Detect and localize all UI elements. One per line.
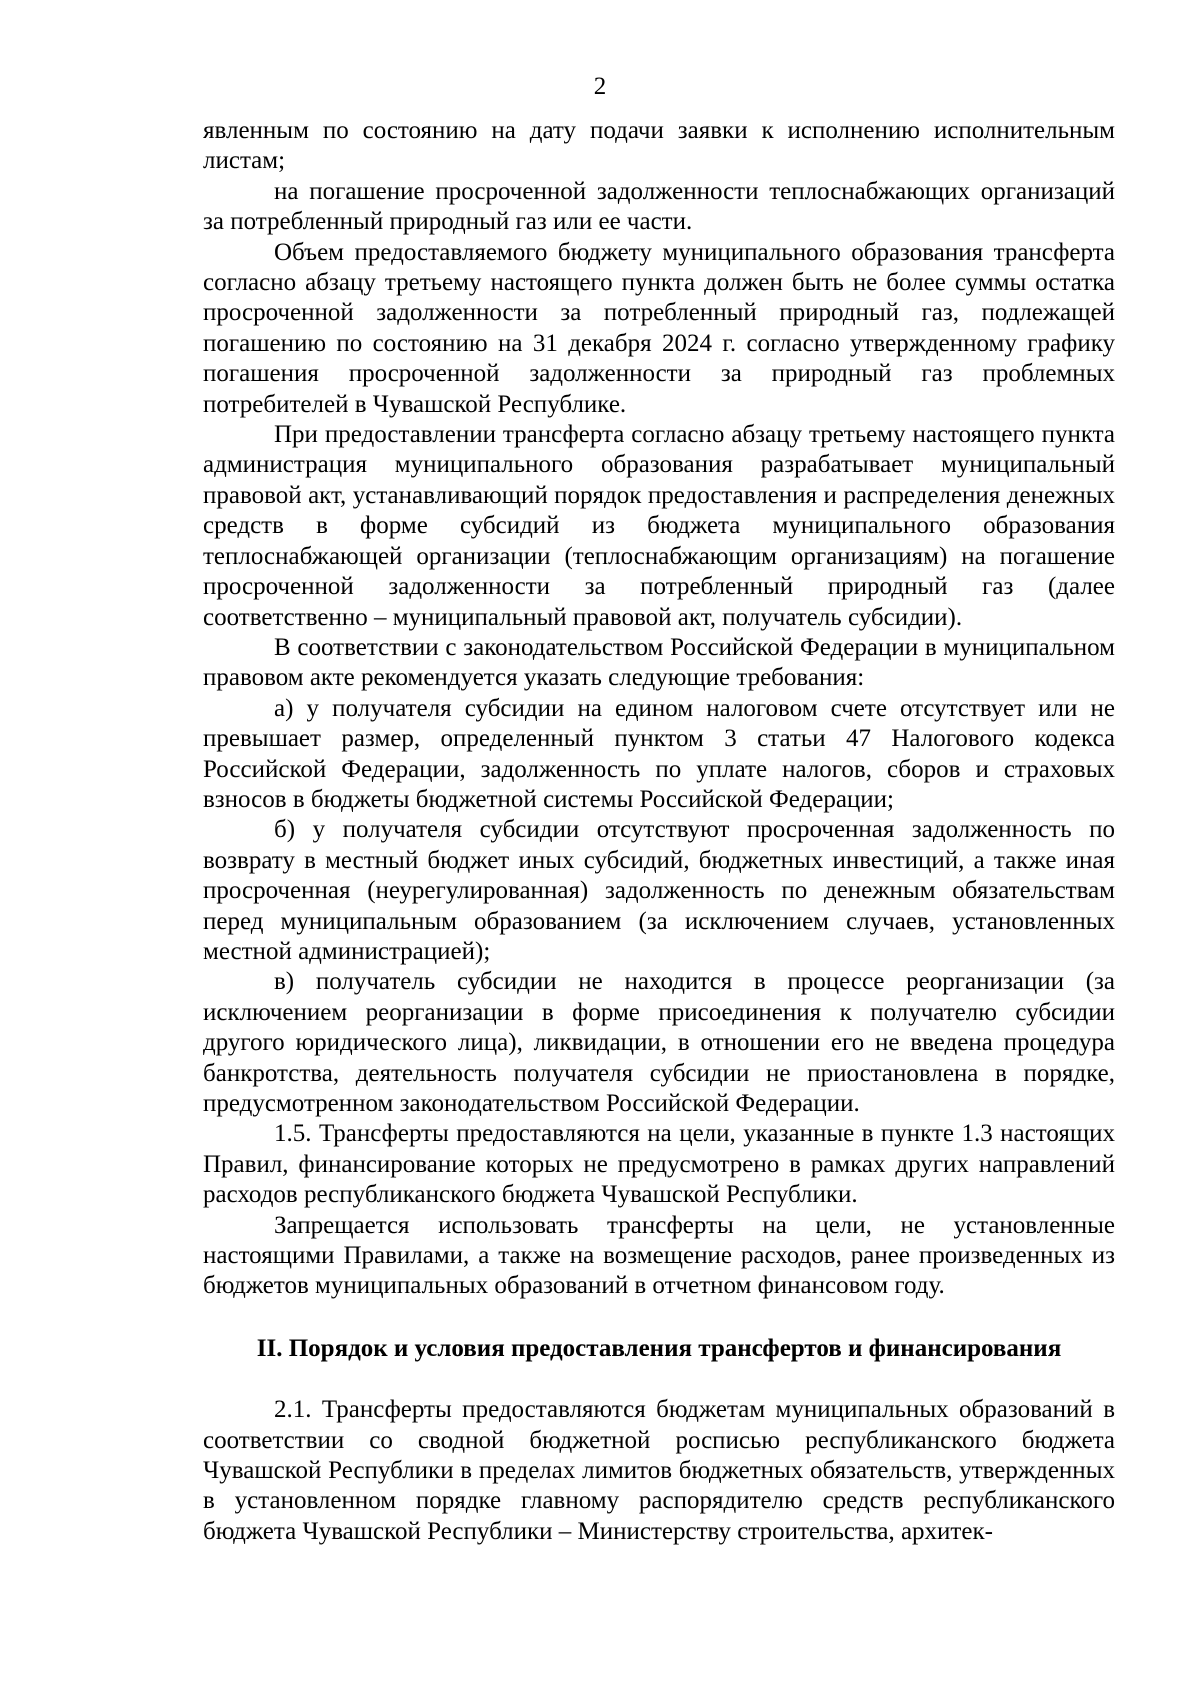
paragraph: на погашение просроченной задолженности теплоснабжающих организаций за потребленный природный газ или ее части. — [203, 177, 1115, 236]
list-item-c: в) получатель субсидии не находится в процессе реорганизации (за исключением реорганизации в форме присоединения к получателю субсидии другого юридического лица), ликвидации, в отношении его не введена процедура банкротства, деятельность получателя субсидии не приостановлена в порядке, предусмотренном законодательством Российской Федерации. — [203, 968, 1115, 1117]
clause-2-1: 2.1. Трансферты предоставляются бюджетам муниципальных образований в соответствии со сводной бюджетной росписью республиканского бюджета Чувашской Республики в пределах лимитов бюджетных обязательств, утвержденных в установленном порядке главному распорядителю средств республиканского бюджета Чувашской Республики – Министерству строительства, архитек- — [203, 1396, 1115, 1545]
paragraph: В соответствии с законодательством Российской Федерации в муниципальном правовом акте рекомендуется указать следующие требования: — [203, 633, 1115, 692]
section-heading: II. Порядок и условия предоставления трансфертов и финансирования — [256, 1334, 1062, 1362]
page-number: 2 — [593, 73, 607, 100]
paragraph: Объем предоставляемого бюджету муниципального образования трансферта согласно абзацу третьему настоящего пункта должен быть не более суммы остатка просроченной задолженности за потребленный природный газ, подлежащей погашению по состоянию на 31 декабря 2024 г. согласно утвержденному графику погашения просроченной задолженности за природный газ проблемных потребителей в Чувашской Республике. — [203, 238, 1115, 418]
paragraph: При предоставлении трансферта согласно абзацу третьему настоящего пункта администрация муниципального образования разрабатывает муниципальный правовой акт, устанавливающий порядок предоставления и распределения денежных средств в форме субсидий из бюджета муниципального образования теплоснабжающей организации (теплоснабжающим организациям) на погашение просроченной задолженности за потребленный природный газ (далее соответственно – муниципальный правовой акт, получатель субсидии). — [203, 421, 1115, 631]
document-body — [203, 116, 1115, 1547]
list-item-b: б) у получателя субсидии отсутствуют просроченная задолженность по возврату в местный бюджет иных субсидий, бюджетных инвестиций, а также иная просроченная (неурегулированная) задолженность по денежным обязательствам перед муниципальным образованием (за исключением случаев, установленных местной администрацией); — [203, 816, 1115, 965]
list-item-a: а) у получателя субсидии на едином налоговом счете отсутствует или не превышает размер, определенный пунктом 3 статьи 47 Налогового кодекса Российской Федерации, задолженность по уплате налогов, сборов и страховых взносов в бюджеты бюджетной системы Российской Федерации; — [203, 694, 1115, 813]
paragraph-continuation: явленным по состоянию на дату подачи заявки к исполнению исполнительным листам; — [203, 117, 1115, 175]
paragraph: Запрещается использовать трансферты на цели, не установленные настоящими Правилами, а также на возмещение расходов, ранее произведенных из бюджетов муниципальных образований в отчетном финансовом году. — [203, 1211, 1115, 1300]
clause-1-5: 1.5. Трансферты предоставляются на цели, указанные в пункте 1.3 настоящих Правил, финансирование которых не предусмотрено в рамках других направлений расходов республиканского бюджета Чувашской Республики. — [203, 1120, 1115, 1209]
